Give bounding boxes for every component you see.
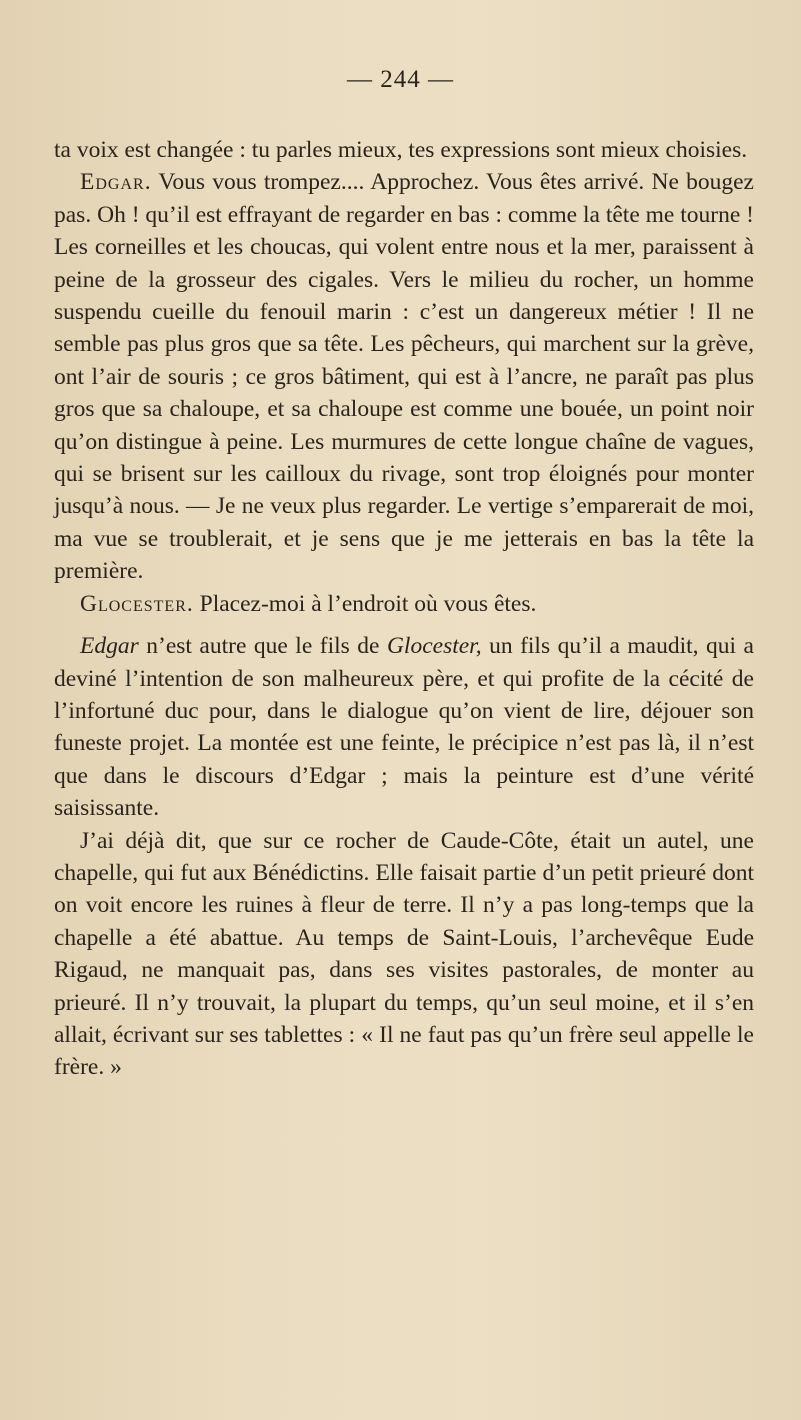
paragraph-text: un fils qu’il a maudit, qui a deviné l’intention de son malheureux père, et qui profite de la cécité de l’infortuné duc pour, dans le dialogue qu’on vient de lire, déjouer son funeste projet. La montée est une feinte, le précipice n’est pas là, il n’est que dans le discours d’Edgar ; mais la peinture est d’une vérité saisissante. bbox=[54, 633, 754, 822]
speaker-name: Edgar. bbox=[80, 169, 152, 196]
speech-text: Vous vous trompez.... Approchez. Vous êtes arrivé. Ne bougez pas. Oh ! qu’il est effrayant de regarder en bas : comme la tête me tourne ! Les corneilles et les choucas, qui volent entre nous et la mer, paraissent à peine de la grosseur des cigales. Vers le milieu du rocher, un homme suspendu cueille du fenouil marin : c’est un dangereux métier ! Il ne semble pas plus gros que sa tête. Les pêcheurs, qui marchent sur la grève, ont l’air de souris ; ce gros bâtiment, qui est à l’ancre, ne paraît pas plus gros que sa chaloupe, et sa chaloupe est comme une bouée, un point noir qu’on distingue à peine. Les murmures de cette longue chaîne de vagues, qui se brisent sur les cailloux du rivage, sont trop éloignés pour monter jusqu’à nous. — Je ne veux plus regarder. Le vertige s’emparerait de moi, ma vue se troublerait, et je sens que je me jetterais en bas la tête la première. bbox=[54, 169, 754, 585]
page-number: — 244 — bbox=[347, 66, 454, 93]
paragraph-1: ta voix est changée : tu parles mieux, tes expressions sont mieux choisies. bbox=[54, 137, 748, 163]
paragraph-3 bbox=[54, 588, 754, 620]
body-text bbox=[54, 134, 754, 1084]
character-name: Glocester, bbox=[386, 633, 482, 660]
speech-text: Placez-moi à l’endroit où vous êtes. bbox=[193, 590, 537, 617]
speaker-name: Glocester. bbox=[80, 590, 194, 617]
character-name: Edgar bbox=[80, 633, 139, 660]
paragraph-2 bbox=[54, 166, 754, 587]
paragraph-5: J’ai déjà dit, que sur ce rocher de Caude-Côte, était un autel, une chapelle, qui fut aux Bénédictins. Elle faisait partie d’un petit prieuré dont on voit encore les ruines à fleur de terre. Il n’y a pas long-temps que la chapelle a été abattue. Au temps de Saint-Louis, l’archevêque Eude Rigaud, ne manquait pas, dans ses visites pastorales, de monter au prieuré. Il n’y trouvait, la plupart du temps, qu’un seul moine, et il s’en allait, écrivant sur ses tablettes : « Il ne faut pas qu’un frère seul appelle le frère. » bbox=[54, 827, 754, 1081]
paragraph-4 bbox=[54, 630, 754, 824]
paragraph-text: n’est autre que le fils de bbox=[138, 633, 387, 660]
